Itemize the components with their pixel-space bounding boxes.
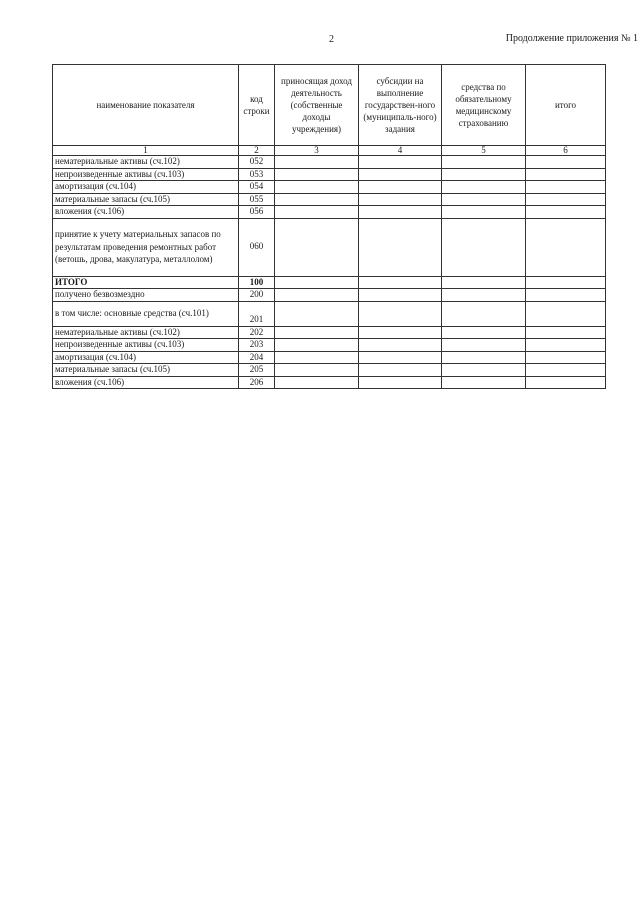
value-cell	[359, 218, 442, 276]
value-cell	[359, 206, 442, 219]
value-cell	[275, 218, 359, 276]
value-cell	[526, 181, 606, 194]
column-number: 5	[442, 146, 526, 156]
row-code: 056	[239, 206, 275, 219]
value-cell	[442, 351, 526, 364]
row-code: 055	[239, 193, 275, 206]
table-row	[53, 218, 606, 276]
value-cell	[526, 364, 606, 377]
column-number: 3	[275, 146, 359, 156]
row-label: амортизация (сч.104)	[53, 181, 239, 194]
value-cell	[442, 181, 526, 194]
row-label: амортизация (сч.104)	[53, 351, 239, 364]
row-code: 205	[239, 364, 275, 377]
table-row	[53, 326, 606, 339]
value-cell	[275, 339, 359, 352]
table-row	[53, 301, 606, 326]
value-cell	[442, 276, 526, 289]
value-cell	[275, 301, 359, 326]
table-row-total	[53, 276, 606, 289]
row-label: нематериальные активы (сч.102)	[53, 326, 239, 339]
column-number: 4	[359, 146, 442, 156]
header-total: итого	[526, 65, 606, 146]
value-cell	[359, 351, 442, 364]
value-cell	[359, 276, 442, 289]
header-income-activity: приносящая доход деятельность (собственные доходы учреждения)	[275, 65, 359, 146]
report-table	[52, 64, 606, 389]
value-cell	[359, 326, 442, 339]
row-code: 060	[239, 218, 275, 276]
column-number: 1	[53, 146, 239, 156]
value-cell	[275, 276, 359, 289]
row-label: вложения (сч.106)	[53, 376, 239, 389]
value-cell	[275, 364, 359, 377]
value-cell	[359, 168, 442, 181]
value-cell	[359, 156, 442, 169]
row-code: 204	[239, 351, 275, 364]
row-label: вложения (сч.106)	[53, 206, 239, 219]
value-cell	[275, 181, 359, 194]
value-cell	[275, 156, 359, 169]
column-number-row	[53, 146, 606, 156]
value-cell	[275, 376, 359, 389]
row-code: 201	[239, 301, 275, 326]
row-label: непроизведенные активы (сч.103)	[53, 168, 239, 181]
table-row	[53, 289, 606, 302]
value-cell	[359, 364, 442, 377]
column-number: 2	[239, 146, 275, 156]
table-row	[53, 376, 606, 389]
value-cell	[275, 351, 359, 364]
value-cell	[526, 301, 606, 326]
row-label: в том числе: основные средства (сч.101)	[53, 301, 239, 326]
row-code: 202	[239, 326, 275, 339]
table-row	[53, 193, 606, 206]
continuation-caption: Продолжение приложения № 1	[505, 33, 638, 44]
value-cell	[526, 276, 606, 289]
value-cell	[442, 339, 526, 352]
value-cell	[359, 339, 442, 352]
table-row	[53, 206, 606, 219]
value-cell	[526, 289, 606, 302]
column-number: 6	[526, 146, 606, 156]
value-cell	[275, 168, 359, 181]
page-number: 2	[329, 34, 334, 45]
row-label: нематериальные активы (сч.102)	[53, 156, 239, 169]
value-cell	[359, 289, 442, 302]
value-cell	[442, 326, 526, 339]
value-cell	[275, 193, 359, 206]
value-cell	[526, 351, 606, 364]
value-cell	[442, 193, 526, 206]
value-cell	[442, 364, 526, 377]
row-code: 054	[239, 181, 275, 194]
row-label: ИТОГО	[53, 276, 239, 289]
value-cell	[526, 193, 606, 206]
row-label: материальные запасы (сч.105)	[53, 193, 239, 206]
header-row	[53, 65, 606, 146]
value-cell	[442, 206, 526, 219]
value-cell	[359, 301, 442, 326]
value-cell	[526, 218, 606, 276]
row-label: принятие к учету материальных запасов по результатам проведения ремонтных работ (ветошь, дрова, макулатура, металлолом)	[53, 218, 239, 276]
value-cell	[526, 339, 606, 352]
value-cell	[275, 206, 359, 219]
row-code: 053	[239, 168, 275, 181]
row-code: 203	[239, 339, 275, 352]
table-row	[53, 339, 606, 352]
value-cell	[526, 156, 606, 169]
value-cell	[359, 193, 442, 206]
value-cell	[359, 376, 442, 389]
value-cell	[442, 168, 526, 181]
value-cell	[526, 206, 606, 219]
header-subsidies: субсидии на выполнение государствен-ного (муниципаль-ного) задания	[359, 65, 442, 146]
value-cell	[526, 376, 606, 389]
row-code: 052	[239, 156, 275, 169]
value-cell	[442, 156, 526, 169]
table-row	[53, 364, 606, 377]
table-row	[53, 156, 606, 169]
value-cell	[526, 168, 606, 181]
table-row	[53, 181, 606, 194]
value-cell	[442, 289, 526, 302]
table-row	[53, 351, 606, 364]
value-cell	[442, 301, 526, 326]
row-label: непроизведенные активы (сч.103)	[53, 339, 239, 352]
header-medical-insurance: средства по обязательному медицинскому страхованию	[442, 65, 526, 146]
value-cell	[275, 326, 359, 339]
table-row	[53, 168, 606, 181]
row-code: 200	[239, 289, 275, 302]
header-name: наименование показателя	[53, 65, 239, 146]
value-cell	[442, 376, 526, 389]
value-cell	[442, 218, 526, 276]
row-code: 100	[239, 276, 275, 289]
value-cell	[526, 326, 606, 339]
row-label: получено безвозмездно	[53, 289, 239, 302]
row-code: 206	[239, 376, 275, 389]
header-code: код строки	[239, 65, 275, 146]
value-cell	[275, 289, 359, 302]
value-cell	[359, 181, 442, 194]
row-label: материальные запасы (сч.105)	[53, 364, 239, 377]
